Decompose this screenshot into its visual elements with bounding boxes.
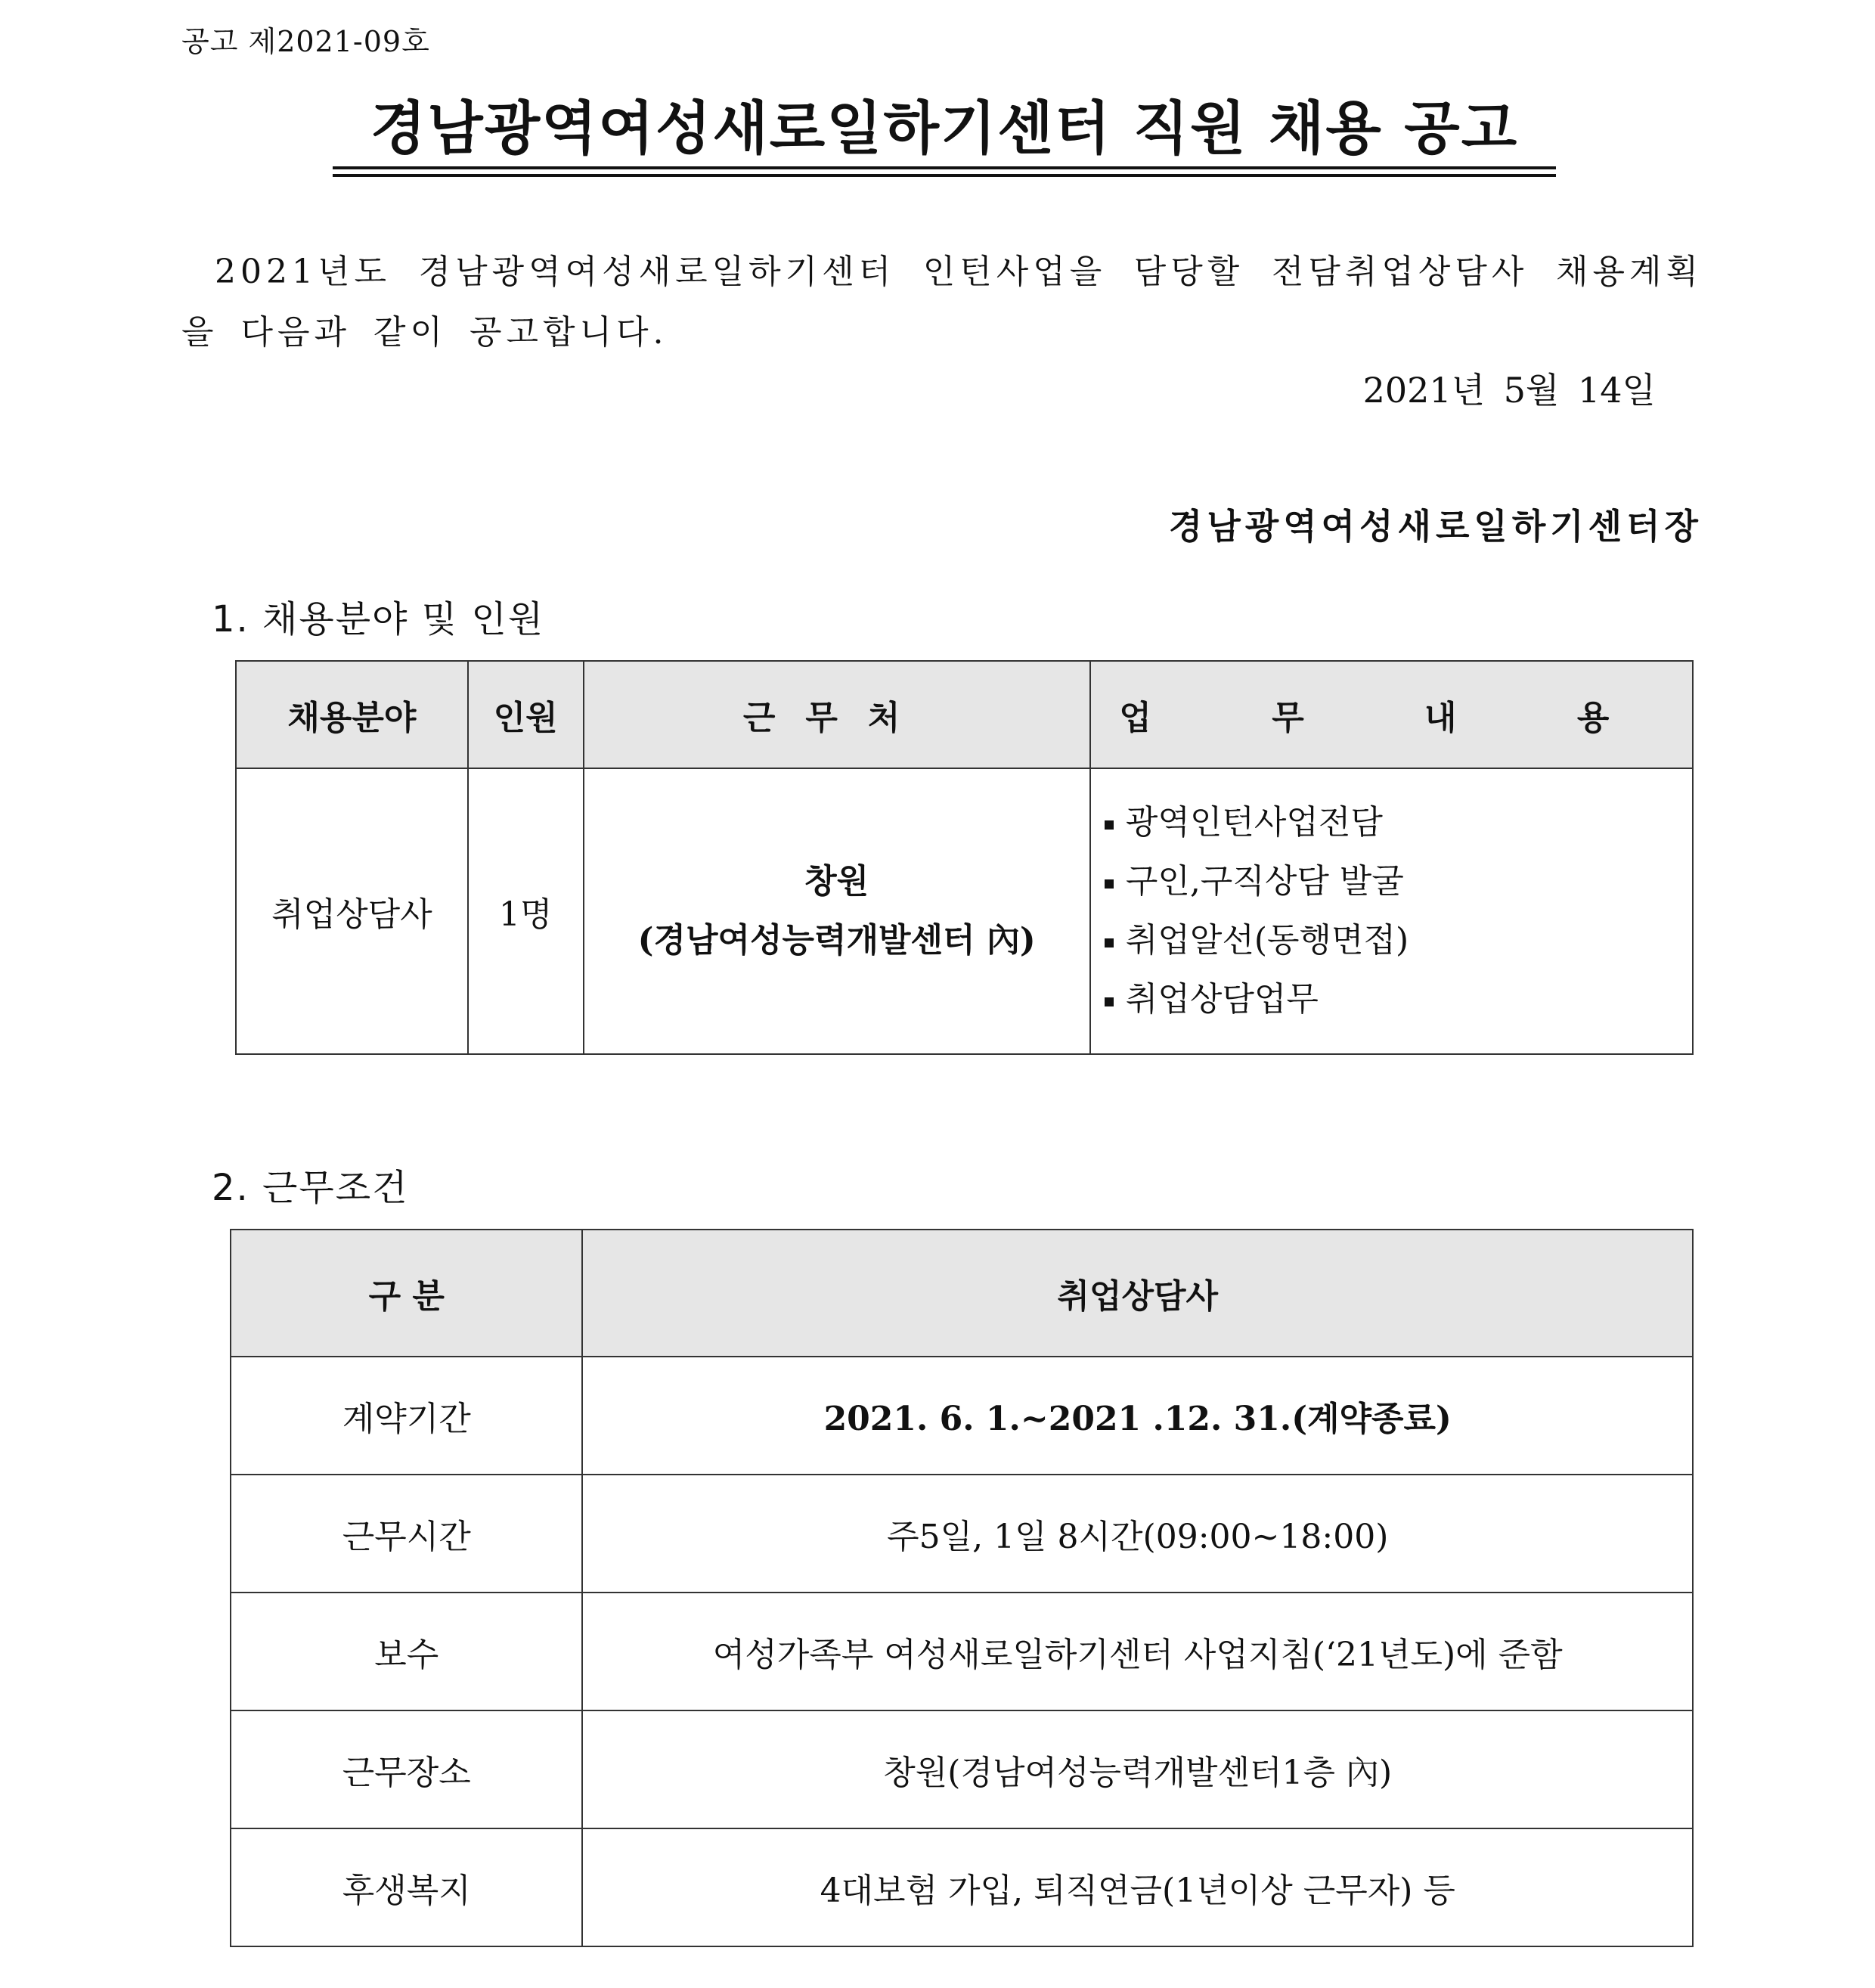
table-row <box>236 768 1693 1054</box>
row-value-contract-period: 2021. 6. 1.~2021 .12. 31.(계약종료) <box>582 1357 1693 1475</box>
bullet-icon <box>1105 938 1114 947</box>
header-count: 인원 <box>468 661 584 768</box>
cell-duties <box>1090 768 1693 1054</box>
cell-count: 1명 <box>468 768 584 1054</box>
issuer-name: 경남광역여성새로일하기센터장 <box>1168 506 1703 547</box>
list-item: 구인,구직상담 발굴 <box>1105 852 1692 911</box>
bullet-icon <box>1105 820 1114 830</box>
title-underline-top <box>333 166 1556 169</box>
row-label-working-hours: 근무시간 <box>231 1475 582 1593</box>
header-workplace: 근무처 <box>584 661 1090 768</box>
section1-heading: 1. 채용분야 및 인원 <box>212 598 545 640</box>
table-row <box>231 1593 1693 1710</box>
workplace-city: 창원 <box>804 862 869 901</box>
row-value-working-hours: 주5일, 1일 8시간(09:00~18:00) <box>582 1475 1693 1593</box>
list-item: 취업알선(동행면접) <box>1105 911 1692 970</box>
page-title: 경남광역여성새로일하기센터 직원 채용 공고 <box>370 95 1519 162</box>
bullet-icon <box>1105 879 1114 889</box>
conditions-table <box>230 1229 1694 1947</box>
row-label-salary: 보수 <box>231 1593 582 1710</box>
duties-list <box>1091 793 1692 1029</box>
header-category: 구 분 <box>231 1230 582 1357</box>
row-value-benefits: 4대보험 가입, 퇴직연금(1년이상 근무자) 등 <box>582 1828 1693 1946</box>
table-row <box>231 1357 1693 1475</box>
title-underline-bottom <box>333 174 1556 177</box>
row-label-contract-period: 계약기간 <box>231 1357 582 1475</box>
conditions-table-header <box>231 1230 1693 1357</box>
list-item: 취업상담업무 <box>1105 970 1692 1029</box>
notice-number: 공고 제2021-09호 <box>181 25 430 58</box>
section2-heading: 2. 근무조건 <box>212 1167 409 1209</box>
cell-field: 취업상담사 <box>236 768 468 1054</box>
cell-workplace <box>584 768 1090 1054</box>
intro-paragraph <box>181 242 1703 363</box>
workplace-detail: (경남여성능력개발센터 內) <box>637 921 1036 960</box>
header-position: 취업상담사 <box>582 1230 1693 1357</box>
announcement-date: 2021년 5월 14일 <box>1362 370 1656 411</box>
bullet-icon <box>1105 997 1114 1006</box>
table-row <box>231 1710 1693 1828</box>
row-label-benefits: 후생복지 <box>231 1828 582 1946</box>
header-field: 채용분야 <box>236 661 468 768</box>
header-duties: 업 무 내 용 <box>1090 661 1693 768</box>
recruitment-table-header <box>236 661 1693 768</box>
list-item: 광역인턴사업전담 <box>1105 793 1692 852</box>
recruitment-table <box>235 660 1694 1055</box>
table-row <box>231 1828 1693 1946</box>
row-value-work-location: 창원(경남여성능력개발센터1층 內) <box>582 1710 1693 1828</box>
page-title-container <box>333 91 1556 166</box>
row-label-work-location: 근무장소 <box>231 1710 582 1828</box>
intro-text: 2021년도 경남광역여성새로일하기센터 인턴사업을 담당할 전담취업상담사 채용계획을 다음과 같이 공고합니다. <box>181 253 1703 352</box>
table-row <box>231 1475 1693 1593</box>
row-value-salary: 여성가족부 여성새로일하기센터 사업지침(‘21년도)에 준함 <box>582 1593 1693 1710</box>
